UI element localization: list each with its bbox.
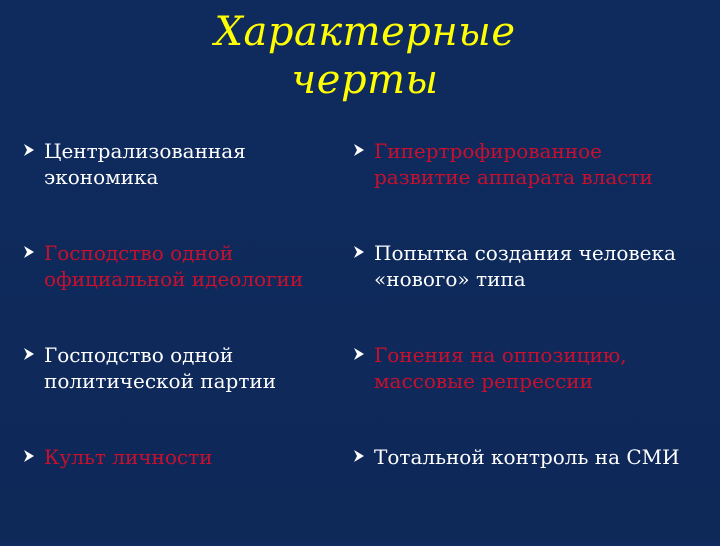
list-item-text bbox=[44, 138, 246, 190]
arrow-bullet-icon bbox=[352, 245, 366, 259]
arrow-bullet-icon bbox=[22, 347, 36, 361]
list-item-text bbox=[44, 444, 213, 470]
list-item bbox=[352, 138, 712, 240]
slide-title bbox=[150, 8, 580, 104]
list-item-line-1: Гипертрофированное bbox=[374, 139, 602, 163]
arrow-bullet-icon bbox=[352, 449, 366, 463]
list-item-line-2: официальной идеологии bbox=[44, 267, 304, 291]
list-item-line-1: Попытка создания человека bbox=[374, 241, 676, 265]
arrow-bullet-icon bbox=[352, 347, 366, 361]
list-item-text bbox=[374, 240, 676, 292]
list-item-line-2: массовые репрессии bbox=[374, 369, 593, 393]
list-item-line-2: «нового» типа bbox=[374, 267, 526, 291]
list-item-line-2: политической партии bbox=[44, 369, 277, 393]
list-item-line-1: Культ личности bbox=[44, 445, 213, 469]
list-item-line-1: Тотальной контроль на СМИ bbox=[374, 445, 680, 469]
list-item-line-1: Гонения на оппозицию, bbox=[374, 343, 627, 367]
arrow-bullet-icon bbox=[22, 245, 36, 259]
title-line-1: Характерные bbox=[214, 9, 516, 55]
list-item bbox=[352, 444, 712, 546]
list-item-text bbox=[374, 342, 627, 394]
list-item bbox=[352, 240, 712, 342]
list-item-line-1: Господство одной bbox=[44, 343, 234, 367]
title-line-2: черты bbox=[291, 57, 439, 103]
list-item-line-1: Централизованная bbox=[44, 139, 246, 163]
arrow-bullet-icon bbox=[22, 143, 36, 157]
arrow-bullet-icon bbox=[352, 143, 366, 157]
list-item-line-2: экономика bbox=[44, 165, 159, 189]
list-item bbox=[22, 240, 332, 342]
right-column bbox=[352, 138, 712, 546]
list-item bbox=[22, 444, 332, 546]
list-item bbox=[22, 138, 332, 240]
list-item bbox=[22, 342, 332, 444]
list-item-text bbox=[44, 240, 303, 292]
list-item-line-2: развитие аппарата власти bbox=[374, 165, 653, 189]
left-column bbox=[22, 138, 332, 546]
list-item-line-1: Господство одной bbox=[44, 241, 234, 265]
arrow-bullet-icon bbox=[22, 449, 36, 463]
list-item bbox=[352, 342, 712, 444]
list-item-text bbox=[374, 444, 680, 470]
list-item-text bbox=[44, 342, 276, 394]
list-item-text bbox=[374, 138, 653, 190]
